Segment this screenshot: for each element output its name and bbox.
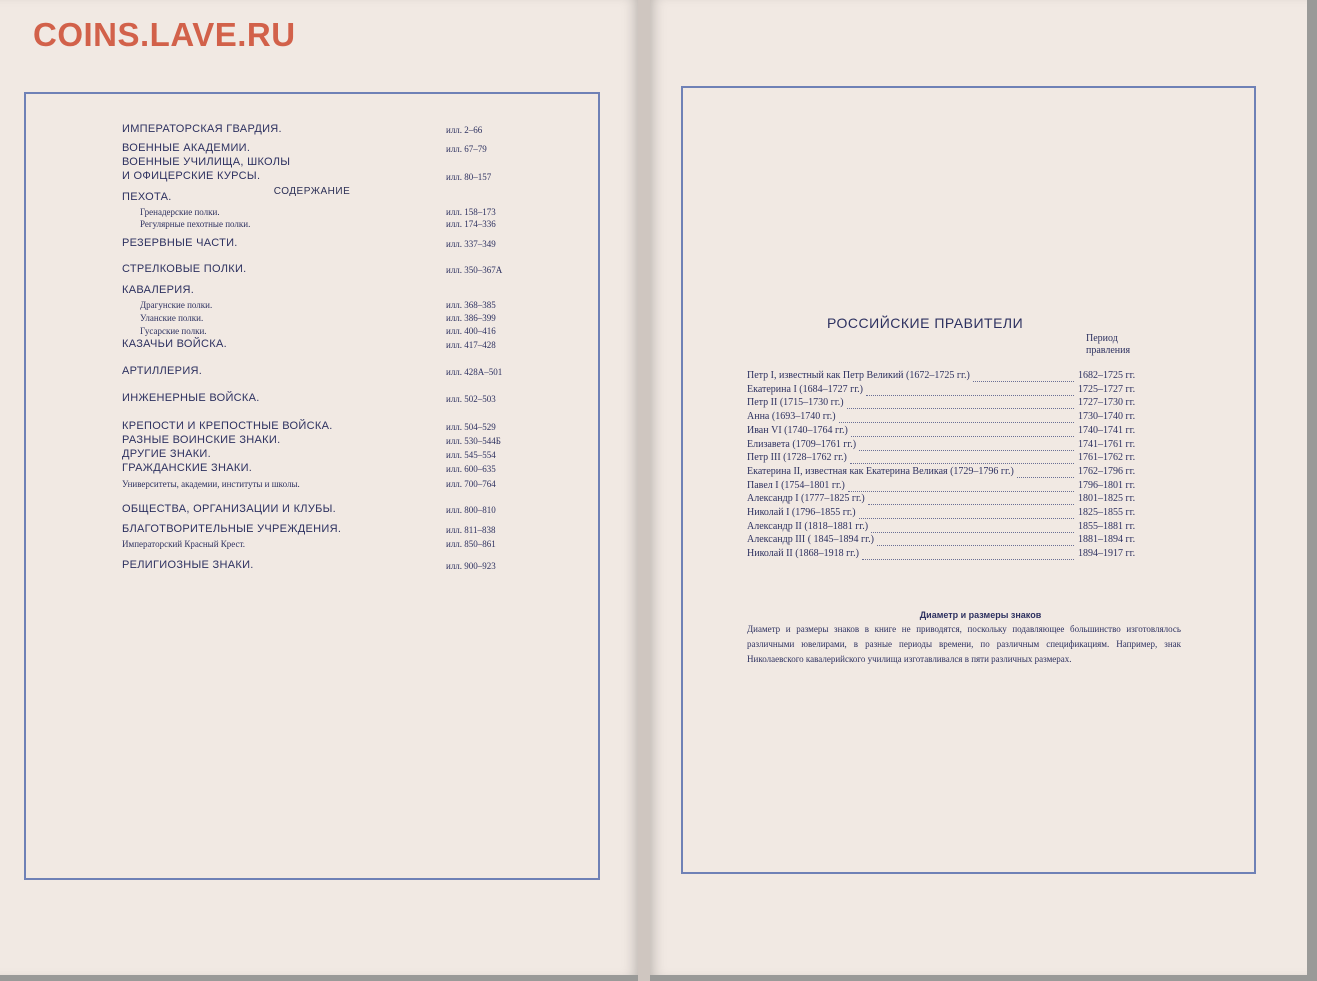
toc-item bbox=[122, 156, 562, 170]
ruler-leader-dots bbox=[839, 411, 1074, 423]
toc-item bbox=[122, 523, 562, 537]
toc-item-pages: илл. 80–157 bbox=[446, 172, 492, 182]
toc-item-pages: илл. 600–635 bbox=[446, 464, 496, 474]
toc-item-pages: илл. 67–79 bbox=[446, 144, 487, 154]
toc-item-pages: илл. 337–349 bbox=[446, 239, 496, 249]
ruler-leader-dots bbox=[859, 507, 1074, 519]
ruler-period: 1894–1917 гг. bbox=[1078, 548, 1136, 560]
book-spine bbox=[638, 0, 650, 981]
toc-item-pages: илл. 502–503 bbox=[446, 394, 496, 404]
left-page-frame bbox=[24, 92, 600, 880]
toc-item-label: КРЕПОСТИ И КРЕПОСТНЫЕ ВОЙСКА. bbox=[122, 420, 333, 432]
toc-item-label: ГРАЖДАНСКИЕ ЗНАКИ. bbox=[122, 462, 253, 474]
toc-item-label: РАЗНЫЕ ВОИНСКИЕ ЗНАКИ. bbox=[122, 434, 281, 446]
ruler-name: Александр II (1818–1881 гг.) bbox=[747, 520, 869, 532]
period-header-line2: правления bbox=[1086, 345, 1131, 356]
ruler-name: Анна (1693–1740 гг.) bbox=[747, 411, 836, 423]
toc-item bbox=[122, 311, 562, 325]
ruler-row bbox=[747, 480, 1177, 494]
toc-title: СОДЕРЖАНИЕ bbox=[273, 186, 351, 197]
diameter-text: Диаметр и размеры знаков в книге не приводятся, поскольку подавляющее большинство изготовлялось различными ювелирами, в разные периоды времени, по различным спецификациям. Например, знак Николаевского кавалерийского училища изготавливался в пяти различных размерах. bbox=[747, 624, 1181, 664]
ruler-period: 1682–1725 гг. bbox=[1078, 370, 1136, 381]
ruler-period: 1727–1730 гг. bbox=[1078, 397, 1136, 409]
toc-item-pages: илл. 530–544Б bbox=[446, 436, 501, 446]
toc-item-label: Уланские полки. bbox=[140, 313, 204, 323]
toc-item bbox=[122, 263, 562, 277]
toc-item bbox=[122, 559, 562, 573]
toc-item-pages: илл. 2–66 bbox=[446, 125, 483, 135]
ruler-row bbox=[747, 466, 1177, 480]
ruler-row bbox=[747, 384, 1177, 398]
ruler-leader-dots bbox=[862, 548, 1074, 560]
toc-item-pages: илл. 545–554 bbox=[446, 450, 496, 460]
ruler-row bbox=[747, 507, 1177, 521]
ruler-name: Александр III ( 1845–1894 гг.) bbox=[747, 534, 874, 546]
toc-item-pages: илл. 700–764 bbox=[446, 479, 496, 489]
toc-item-label: ВОЕННЫЕ АКАДЕМИИ. bbox=[122, 142, 251, 154]
right-page-frame bbox=[681, 86, 1256, 874]
toc-item bbox=[122, 420, 562, 434]
toc-item bbox=[122, 123, 562, 137]
ruler-row bbox=[747, 521, 1177, 535]
ruler-name: Александр I (1777–1825 гг.) bbox=[747, 493, 865, 505]
ruler-name: Павел I (1754–1801 гг.) bbox=[747, 479, 845, 491]
toc-item bbox=[122, 191, 562, 205]
ruler-row bbox=[747, 397, 1177, 411]
ruler-name: Екатерина II, известная как Екатерина Великая (1729–1796 гг.) bbox=[747, 465, 1014, 477]
toc-item bbox=[122, 434, 562, 448]
ruler-period: 1855–1881 гг. bbox=[1078, 520, 1136, 532]
ruler-leader-dots bbox=[866, 384, 1074, 396]
ruler-row bbox=[747, 411, 1177, 425]
toc-item-pages: илл. 417–428 bbox=[446, 340, 496, 350]
toc-item-label: Драгунские полки. bbox=[140, 300, 213, 310]
diameter-title: Диаметр и размеры знаков bbox=[919, 610, 1042, 620]
ruler-row bbox=[747, 439, 1177, 453]
toc-item bbox=[122, 142, 562, 156]
ruler-leader-dots bbox=[973, 370, 1074, 382]
ruler-name: Екатерина I (1684–1727 гг.) bbox=[747, 383, 864, 395]
ruler-name: Николай II (1868–1918 гг.) bbox=[747, 548, 859, 560]
toc-item-label: ОБЩЕСТВА, ОРГАНИЗАЦИИ И КЛУБЫ. bbox=[122, 503, 337, 515]
ruler-row bbox=[747, 425, 1177, 439]
toc-item-pages: илл. 174–336 bbox=[446, 219, 496, 229]
left-page bbox=[0, 0, 638, 975]
ruler-name: Петр I, известный как Петр Великий (1672–1725 гг.) bbox=[747, 370, 970, 381]
right-page bbox=[650, 0, 1307, 975]
ruler-leader-dots bbox=[851, 425, 1074, 437]
ruler-period: 1881–1894 гг. bbox=[1078, 534, 1136, 546]
ruler-row bbox=[747, 493, 1177, 507]
ruler-leader-dots bbox=[848, 480, 1074, 492]
toc-item-pages: илл. 350–367А bbox=[446, 265, 503, 275]
toc-item-pages: илл. 400–416 bbox=[446, 326, 496, 336]
ruler-leader-dots bbox=[850, 452, 1074, 464]
ruler-period: 1801–1825 гг. bbox=[1078, 493, 1136, 505]
toc-item-label: ИМПЕРАТОРСКАЯ ГВАРДИЯ. bbox=[122, 123, 282, 135]
toc-item-label: Университеты, академии, институты и школы. bbox=[122, 479, 300, 489]
toc-item bbox=[122, 284, 562, 298]
ruler-period: 1725–1727 гг. bbox=[1078, 383, 1136, 395]
toc-item bbox=[122, 537, 562, 551]
ruler-period: 1741–1761 гг. bbox=[1078, 438, 1136, 450]
toc-item bbox=[122, 503, 562, 517]
toc-item-pages: илл. 158–173 bbox=[446, 207, 496, 217]
ruler-row bbox=[747, 370, 1177, 384]
ruler-period: 1740–1741 гг. bbox=[1078, 424, 1136, 436]
ruler-leader-dots bbox=[859, 439, 1074, 451]
toc-item-label: БЛАГОТВОРИТЕЛЬНЫЕ УЧРЕЖДЕНИЯ. bbox=[122, 523, 342, 535]
toc-item-pages: илл. 850–861 bbox=[446, 539, 496, 549]
toc-item bbox=[122, 237, 562, 251]
period-header bbox=[1086, 333, 1166, 357]
ruler-leader-dots bbox=[847, 397, 1074, 409]
ruler-period: 1796–1801 гг. bbox=[1078, 479, 1136, 491]
toc-item-label: Императорский Красный Крест. bbox=[122, 539, 245, 549]
toc-item-label: ДРУГИЕ ЗНАКИ. bbox=[122, 448, 211, 460]
toc-item-label: И ОФИЦЕРСКИЕ КУРСЫ. bbox=[122, 170, 261, 182]
ruler-name: Иван VI (1740–1764 гг.) bbox=[747, 424, 848, 436]
toc-item bbox=[122, 477, 562, 491]
toc-item-pages: илл. 811–838 bbox=[446, 525, 496, 535]
toc-item-pages: илл. 428А–501 bbox=[446, 367, 503, 377]
toc-item bbox=[122, 324, 562, 338]
rulers-title: РОССИЙСКИЕ ПРАВИТЕЛИ bbox=[827, 315, 1024, 331]
ruler-period: 1762–1796 гг. bbox=[1078, 465, 1136, 477]
toc-item-label: ПЕХОТА. bbox=[122, 191, 172, 203]
ruler-name: Николай I (1796–1855 гг.) bbox=[747, 507, 856, 518]
toc-item-label: ИНЖЕНЕРНЫЕ ВОЙСКА. bbox=[122, 392, 260, 404]
ruler-period: 1761–1762 гг. bbox=[1078, 452, 1136, 464]
toc-item-label: СТРЕЛКОВЫЕ ПОЛКИ. bbox=[122, 263, 247, 275]
ruler-row bbox=[747, 534, 1177, 548]
toc-item-label: РЕЗЕРВНЫЕ ЧАСТИ. bbox=[122, 237, 238, 249]
ruler-period: 1730–1740 гг. bbox=[1078, 411, 1136, 423]
ruler-name: Елизавета (1709–1761 гг.) bbox=[747, 438, 857, 450]
ruler-leader-dots bbox=[877, 534, 1074, 546]
toc-item-pages: илл. 386–399 bbox=[446, 313, 496, 323]
ruler-row bbox=[747, 452, 1177, 466]
toc-item bbox=[122, 298, 562, 312]
watermark: COINS.LAVE.RU bbox=[33, 16, 296, 53]
toc-item bbox=[122, 217, 562, 231]
toc-item-label: Гусарские полки. bbox=[140, 326, 207, 336]
toc-item-label: КАВАЛЕРИЯ. bbox=[122, 284, 195, 296]
toc-item-pages: илл. 368–385 bbox=[446, 300, 496, 310]
ruler-name: Петр III (1728–1762 гг.) bbox=[747, 452, 847, 464]
toc-item bbox=[122, 170, 562, 184]
toc-item-label: ВОЕННЫЕ УЧИЛИЩА, ШКОЛЫ bbox=[122, 156, 291, 168]
ruler-period: 1825–1855 гг. bbox=[1078, 507, 1136, 518]
period-header-line1: Период bbox=[1086, 333, 1118, 344]
toc-item bbox=[122, 365, 562, 379]
ruler-name: Петр II (1715–1730 гг.) bbox=[747, 397, 844, 409]
toc-item-label: Гренадерские полки. bbox=[140, 207, 220, 217]
toc-item-label: КАЗАЧЬИ ВОЙСКА. bbox=[122, 338, 227, 350]
toc-item-pages: илл. 504–529 bbox=[446, 422, 496, 432]
toc-item-label: РЕЛИГИОЗНЫЕ ЗНАКИ. bbox=[122, 559, 254, 571]
toc-item-label: Регулярные пехотные полки. bbox=[140, 219, 251, 229]
toc-item bbox=[122, 392, 562, 406]
ruler-leader-dots bbox=[868, 493, 1074, 505]
toc-item bbox=[122, 448, 562, 462]
toc-item-label: АРТИЛЛЕРИЯ. bbox=[122, 365, 203, 377]
toc-item bbox=[122, 462, 562, 476]
toc-item bbox=[122, 338, 562, 352]
ruler-leader-dots bbox=[871, 521, 1074, 533]
toc-item-pages: илл. 800–810 bbox=[446, 505, 496, 515]
ruler-leader-dots bbox=[1017, 466, 1074, 478]
ruler-row bbox=[747, 548, 1177, 562]
toc-item-pages: илл. 900–923 bbox=[446, 561, 496, 571]
